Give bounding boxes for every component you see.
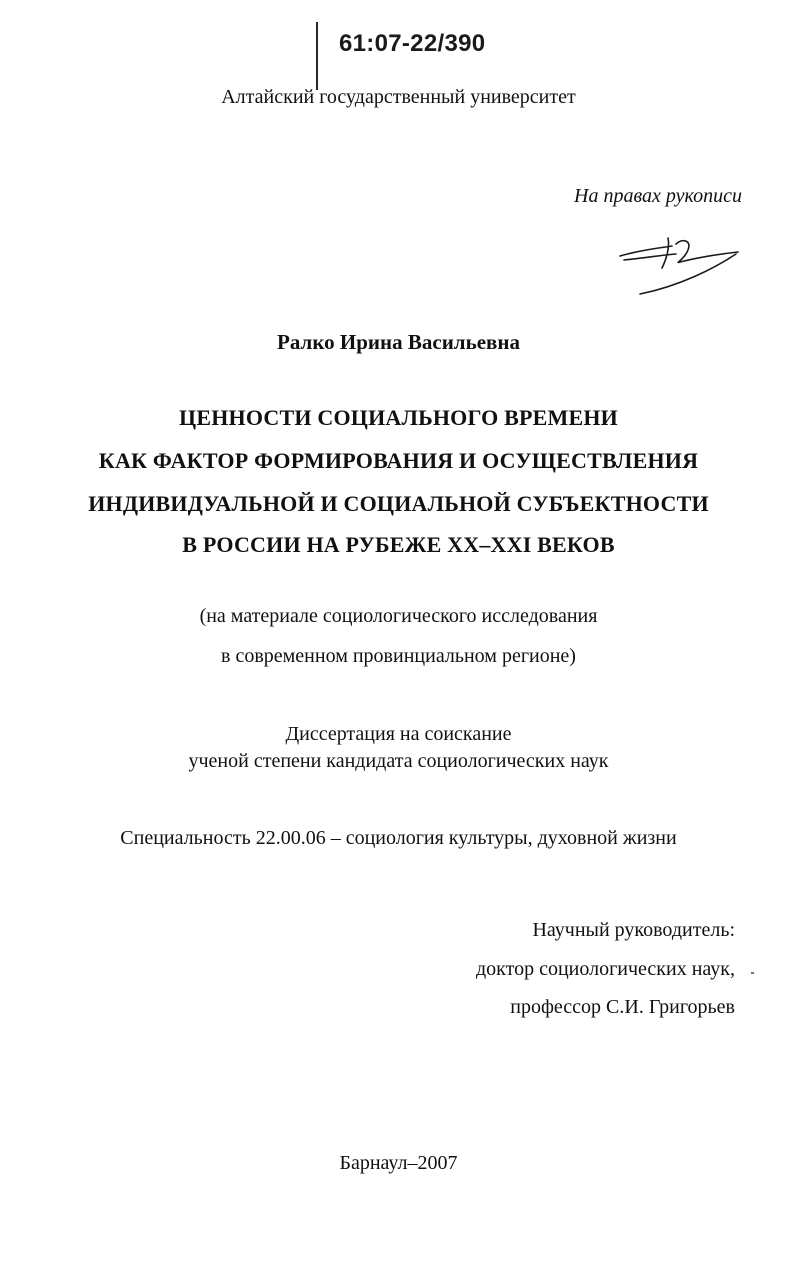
manuscript-note: На правах рукописи	[574, 185, 742, 207]
supervisor-line: Научный руководитель:	[532, 919, 735, 941]
subtitle-line: (на материале социологического исследования	[199, 605, 598, 627]
title-line: КАК ФАКТОР ФОРМИРОВАНИЯ И ОСУЩЕСТВЛЕНИЯ	[98, 448, 699, 473]
title-line: ИНДИВИДУАЛЬНОЙ И СОЦИАЛЬНОЙ СУБЪЕКТНОСТИ	[88, 491, 709, 516]
university-name: Алтайский государственный университет	[221, 86, 576, 108]
supervisor-line: профессор С.И. Григорьев	[510, 996, 735, 1018]
title-line: В РОССИИ НА РУБЕЖЕ XX–XXI ВЕКОВ	[182, 532, 615, 557]
degree-line: Диссертация на соискание	[285, 723, 512, 745]
city-year: Барнаул–2007	[339, 1152, 458, 1174]
degree-line: ученой степени кандидата социологических наук	[188, 750, 609, 772]
subtitle-line: в современном провинциальном регионе)	[221, 645, 576, 667]
specialty-line: Специальность 22.00.06 – социология культуры, духовной жизни	[120, 827, 677, 849]
supervisor-line: доктор социологических наук,	[475, 958, 735, 980]
author-name: Ралко Ирина Васильевна	[277, 330, 520, 354]
archive-code: 61:07-22/390	[339, 30, 486, 57]
title-line: ЦЕННОСТИ СОЦИАЛЬНОГО ВРЕМЕНИ	[179, 405, 618, 430]
scan-edge-line	[316, 22, 318, 90]
scan-speck	[751, 972, 754, 974]
handwritten-signature-icon	[610, 228, 745, 298]
